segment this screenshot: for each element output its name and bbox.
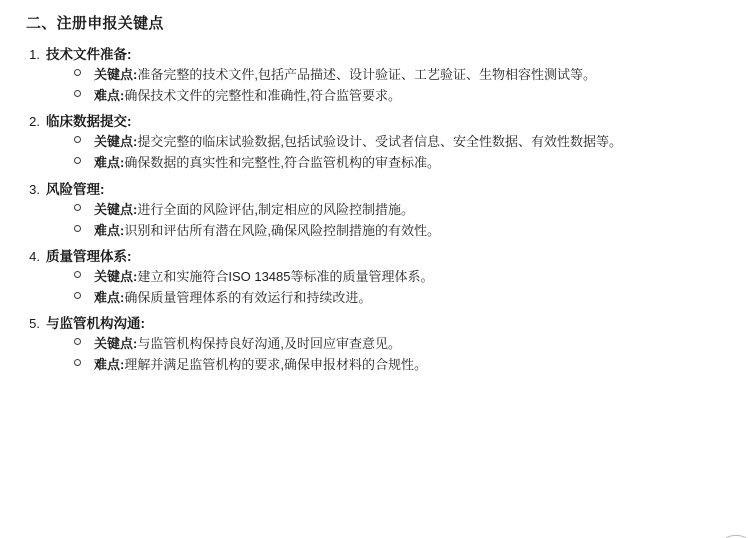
sub-list [14, 65, 734, 106]
sub-item-text [94, 288, 734, 308]
list-item [14, 110, 734, 173]
list-item [14, 178, 734, 241]
arc-corner-icon [720, 512, 746, 538]
list-heading-text: 临床数据提交: [46, 114, 132, 130]
sub-item-label: 关键点: [94, 134, 138, 150]
sub-item-body: 确保数据的真实性和完整性,符合监管机构的审查标准。 [124, 155, 440, 171]
list-marker: 3. [29, 181, 40, 197]
sub-list [14, 267, 734, 308]
sub-list-item [14, 132, 734, 152]
sub-item-label: 难点: [94, 289, 125, 305]
circle-bullet-icon [74, 69, 86, 76]
numbered-heading [14, 312, 734, 332]
list-marker: 5. [29, 316, 40, 332]
list-heading-text: 风险管理: [46, 181, 105, 197]
sub-item-label: 难点: [94, 222, 125, 238]
circle-bullet-icon [74, 90, 86, 97]
circle-bullet-icon [74, 225, 86, 232]
list-heading-text: 质量管理体系: [46, 248, 132, 264]
sub-item-body: 与监管机构保持良好沟通,及时回应审查意见。 [137, 336, 401, 352]
sub-list [14, 200, 734, 241]
list-marker: 4. [29, 248, 40, 264]
sub-item-text [94, 132, 734, 152]
sub-list-item [14, 86, 734, 106]
numbered-heading [14, 110, 734, 130]
list-item [14, 43, 734, 106]
list-item [14, 312, 734, 375]
list-heading-text: 与监管机构沟通: [46, 316, 145, 332]
sub-item-body: 确保质量管理体系的有效运行和持续改进。 [124, 289, 372, 305]
circle-bullet-icon [74, 359, 86, 366]
sub-list-item [14, 334, 734, 354]
sub-item-text [94, 334, 734, 354]
circle-bullet-icon [74, 338, 86, 345]
sub-item-label: 难点: [94, 88, 125, 104]
sub-item-body: 理解并满足监管机构的要求,确保申报材料的合规性。 [124, 357, 427, 373]
list-item [14, 245, 734, 308]
sub-item-label: 关键点: [94, 268, 138, 284]
sub-item-label: 关键点: [94, 201, 138, 217]
sub-item-label: 关键点: [94, 67, 138, 82]
sub-item-body: 确保技术文件的完整性和准确性,符合监管要求。 [124, 88, 401, 104]
sub-item-text [94, 200, 734, 220]
circle-bullet-icon [74, 271, 86, 278]
sub-item-body: 进行全面的风险评估,制定相应的风险控制措施。 [137, 201, 414, 217]
key-points-list [14, 43, 734, 375]
numbered-heading [14, 178, 734, 198]
sub-item-text [94, 86, 734, 106]
sub-item-text [94, 267, 734, 287]
sub-item-label: 难点: [94, 155, 125, 171]
circle-bullet-icon [74, 292, 86, 299]
sub-item-body: 准备完整的技术文件,包括产品描述、设计验证、工艺验证、生物相容性测试等。 [137, 67, 596, 82]
sub-list [14, 334, 734, 375]
numbered-heading [14, 245, 734, 265]
list-heading-text: 技术文件准备: [46, 47, 132, 62]
sub-list-item [14, 288, 734, 308]
page-title: 二、注册申报关键点 [26, 15, 164, 32]
sub-item-text [94, 153, 734, 173]
sub-list-item [14, 65, 734, 85]
circle-bullet-icon [74, 204, 86, 211]
sub-item-label: 关键点: [94, 336, 138, 352]
list-marker: 1. [29, 47, 40, 62]
sub-list-item [14, 267, 734, 287]
sub-item-text [94, 221, 734, 241]
circle-bullet-icon [74, 136, 86, 143]
circle-bullet-icon [74, 157, 86, 164]
sub-item-body: 提交完整的临床试验数据,包括试验设计、受试者信息、安全性数据、有效性数据等。 [137, 134, 622, 150]
sub-item-text [94, 65, 734, 85]
sub-item-label: 难点: [94, 357, 125, 373]
list-marker: 2. [29, 114, 40, 130]
sub-list [14, 132, 734, 173]
sub-list-item [14, 200, 734, 220]
sub-list-item [14, 355, 734, 375]
sub-item-body: 建立和实施符合ISO 13485等标准的质量管理体系。 [137, 268, 434, 284]
sub-list-item [14, 221, 734, 241]
sub-list-item [14, 153, 734, 173]
sub-item-text [94, 355, 734, 375]
numbered-heading [14, 43, 734, 63]
sub-item-body: 识别和评估所有潜在风险,确保风险控制措施的有效性。 [124, 222, 440, 238]
